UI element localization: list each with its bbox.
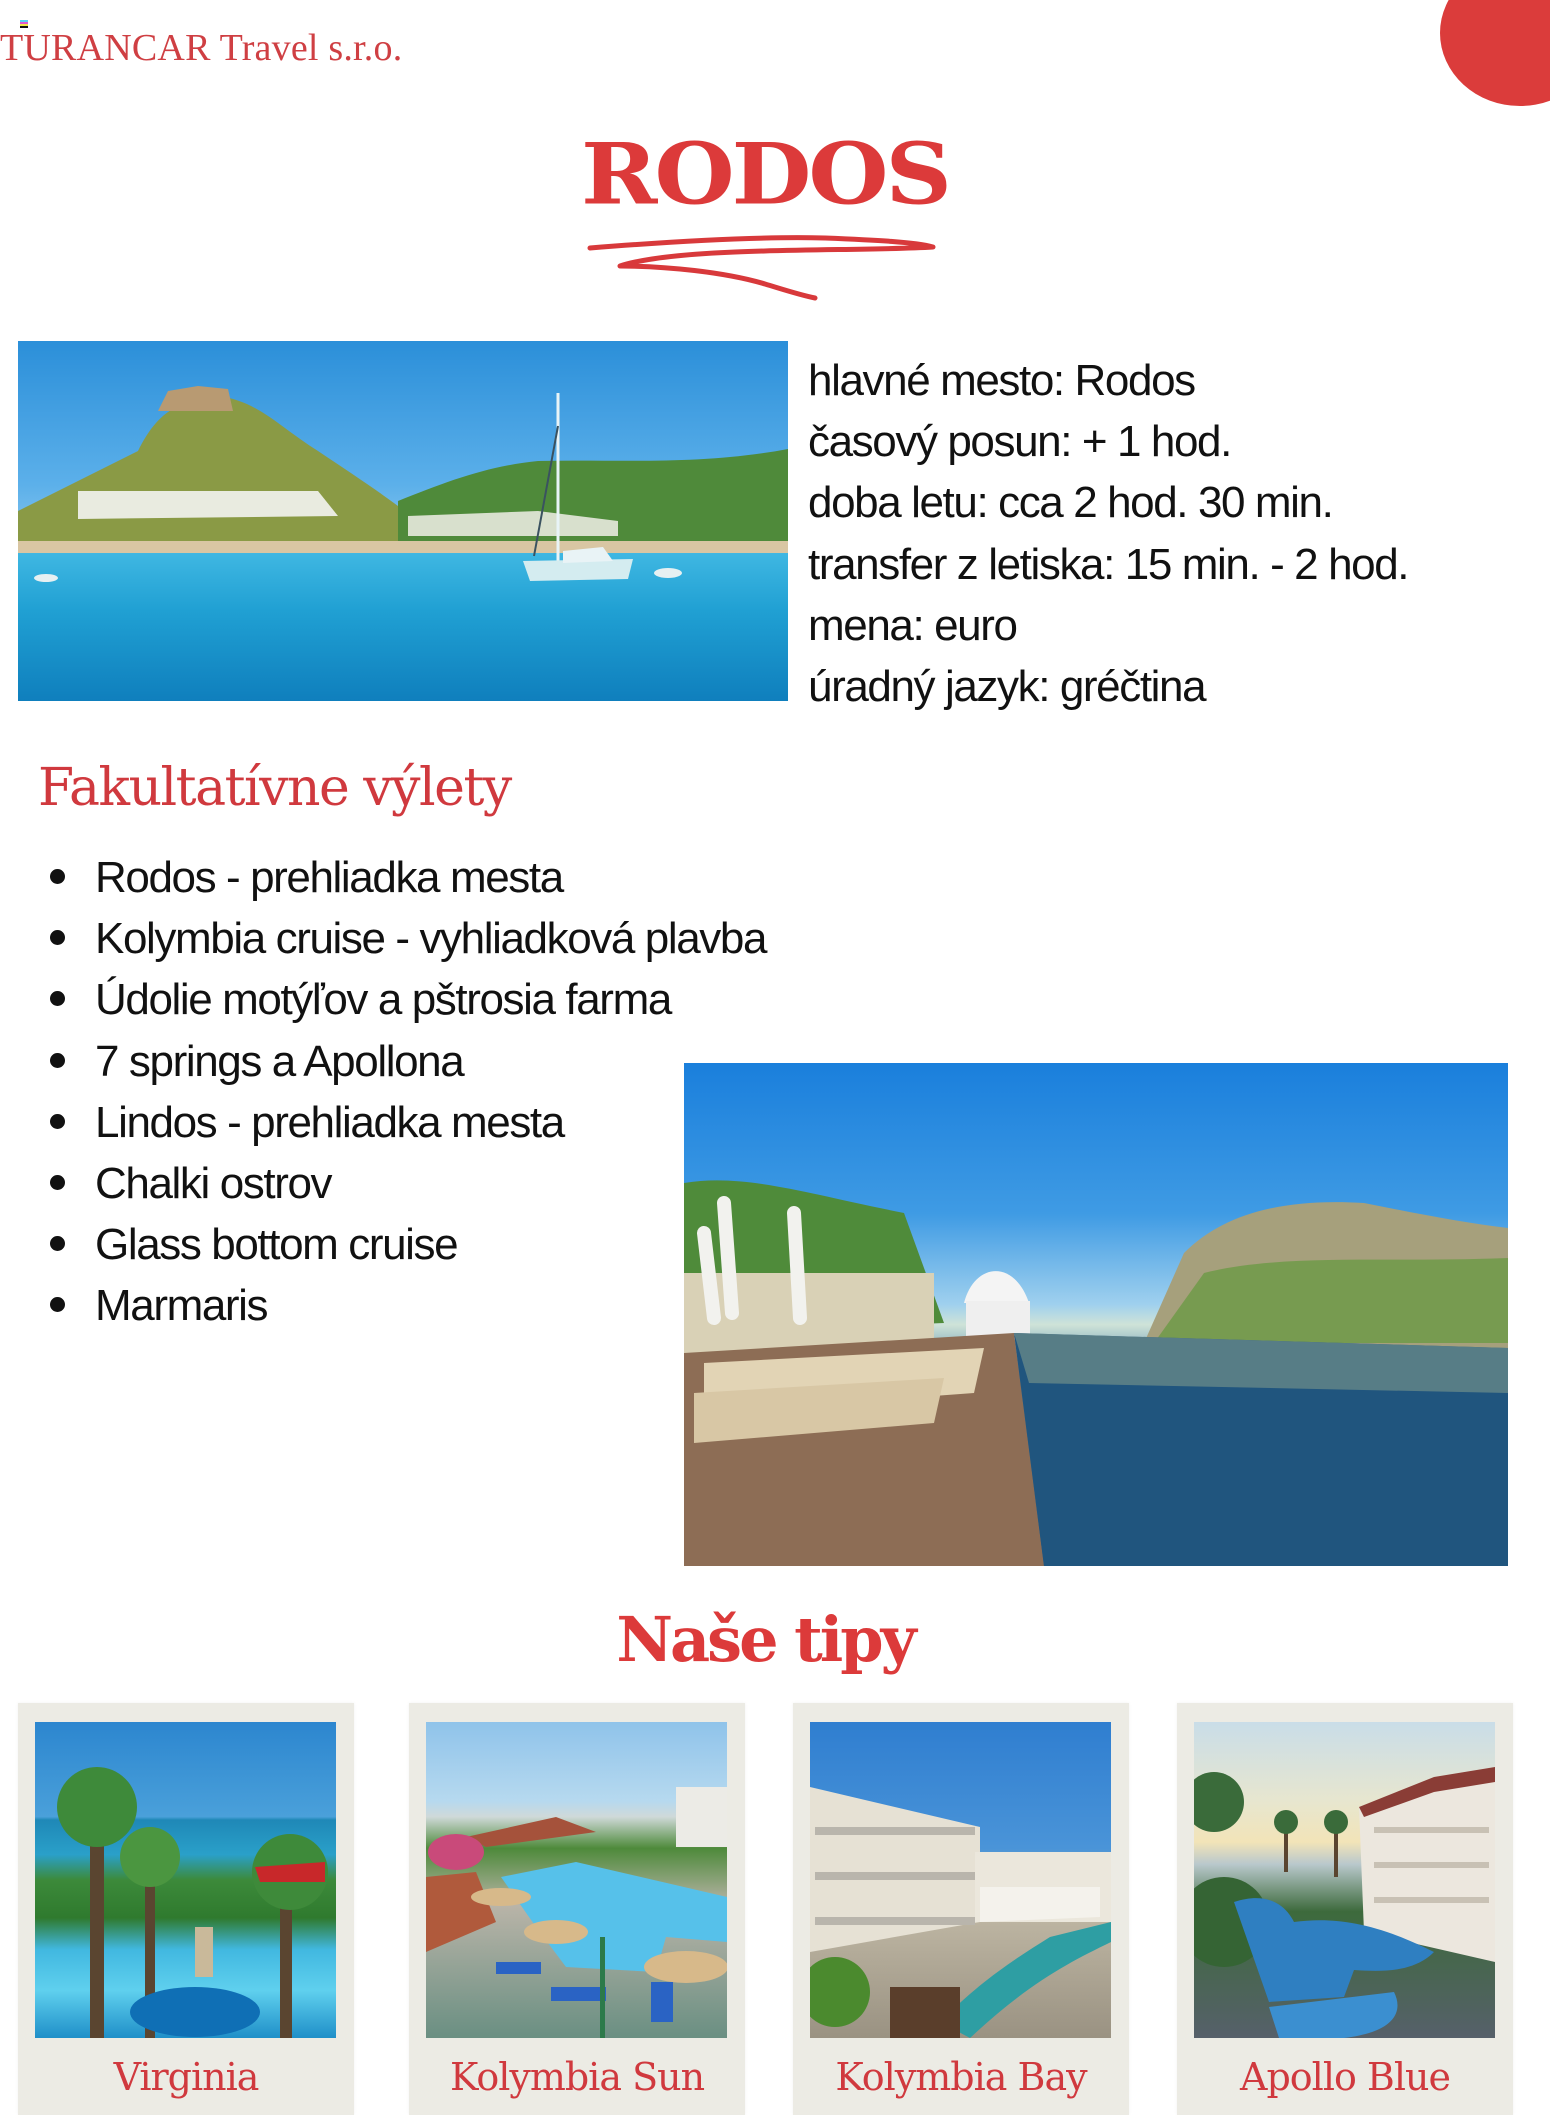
hotel-photo <box>810 1722 1111 2038</box>
bullet-icon <box>50 1114 65 1129</box>
list-item <box>0 1214 766 1275</box>
bullet-icon <box>50 1297 65 1312</box>
list-item <box>0 1092 766 1153</box>
trip-label: Chalki ostrov <box>95 1159 332 1209</box>
trip-label: Glass bottom cruise <box>95 1220 458 1270</box>
list-item <box>0 969 766 1030</box>
lindos-bay-photo <box>18 341 788 701</box>
bullet-icon <box>50 1175 65 1190</box>
list-item <box>0 1275 766 1336</box>
trip-label: 7 springs a Apollona <box>95 1036 464 1086</box>
bullet-icon <box>50 869 65 884</box>
info-currency: mena: euro <box>808 600 1017 650</box>
info-transfer: transfer z letiska: 15 min. - 2 hod. <box>808 539 1409 589</box>
hotel-name[interactable]: Apollo Blue <box>1240 2055 1450 2099</box>
bullet-icon <box>50 1053 65 1068</box>
hotel-photo <box>426 1722 727 2038</box>
bullet-icon <box>50 991 65 1006</box>
hotel-name[interactable]: Kolymbia Sun <box>449 2055 705 2099</box>
trip-label: Kolymbia cruise - vyhliadková plavba <box>95 914 767 964</box>
info-flight-time: doba letu: cca 2 hod. 30 min. <box>808 478 1333 528</box>
hotel-card-virginia[interactable] <box>18 1703 354 2115</box>
trip-label: Rodos - prehliadka mesta <box>95 853 563 902</box>
trips-list <box>0 847 766 1337</box>
trip-label: Údolie motýľov a pštrosia farma <box>95 975 671 1025</box>
waterfront-photo <box>684 1063 1508 1566</box>
hotel-card-kolymbia-bay[interactable] <box>793 1703 1129 2115</box>
company-name: TURANCAR Travel s.r.o. <box>0 27 403 69</box>
hotel-photo <box>35 1722 336 2038</box>
list-item <box>0 1031 766 1092</box>
trip-label: Lindos - prehliadka mesta <box>95 1097 564 1147</box>
bullet-icon <box>50 930 65 945</box>
trips-heading: Fakultatívne výlety <box>38 758 511 818</box>
bullet-icon <box>50 1236 65 1251</box>
hotel-photo <box>1194 1722 1495 2038</box>
hotel-card-kolymbia-sun[interactable] <box>409 1703 745 2115</box>
destination-info <box>808 350 1408 717</box>
page-title: RODOS <box>581 124 949 224</box>
brush-underline-icon <box>585 232 945 304</box>
list-item <box>0 1153 766 1214</box>
list-item <box>0 847 766 908</box>
hotel-name[interactable]: Virginia <box>113 2055 259 2099</box>
info-capital: hlavné mesto: Rodos <box>808 356 1195 405</box>
trip-label: Marmaris <box>95 1281 268 1331</box>
info-time-shift: časový posun: + 1 hod. <box>808 417 1231 467</box>
hotel-name[interactable]: Kolymbia Bay <box>835 2055 1087 2099</box>
hotel-card-apollo-blue[interactable] <box>1177 1703 1513 2115</box>
info-language: úradný jazyk: gréčtina <box>808 662 1206 712</box>
decorative-circle <box>1440 0 1550 106</box>
tips-heading: Naše tipy <box>616 1603 914 1676</box>
list-item <box>0 908 766 969</box>
